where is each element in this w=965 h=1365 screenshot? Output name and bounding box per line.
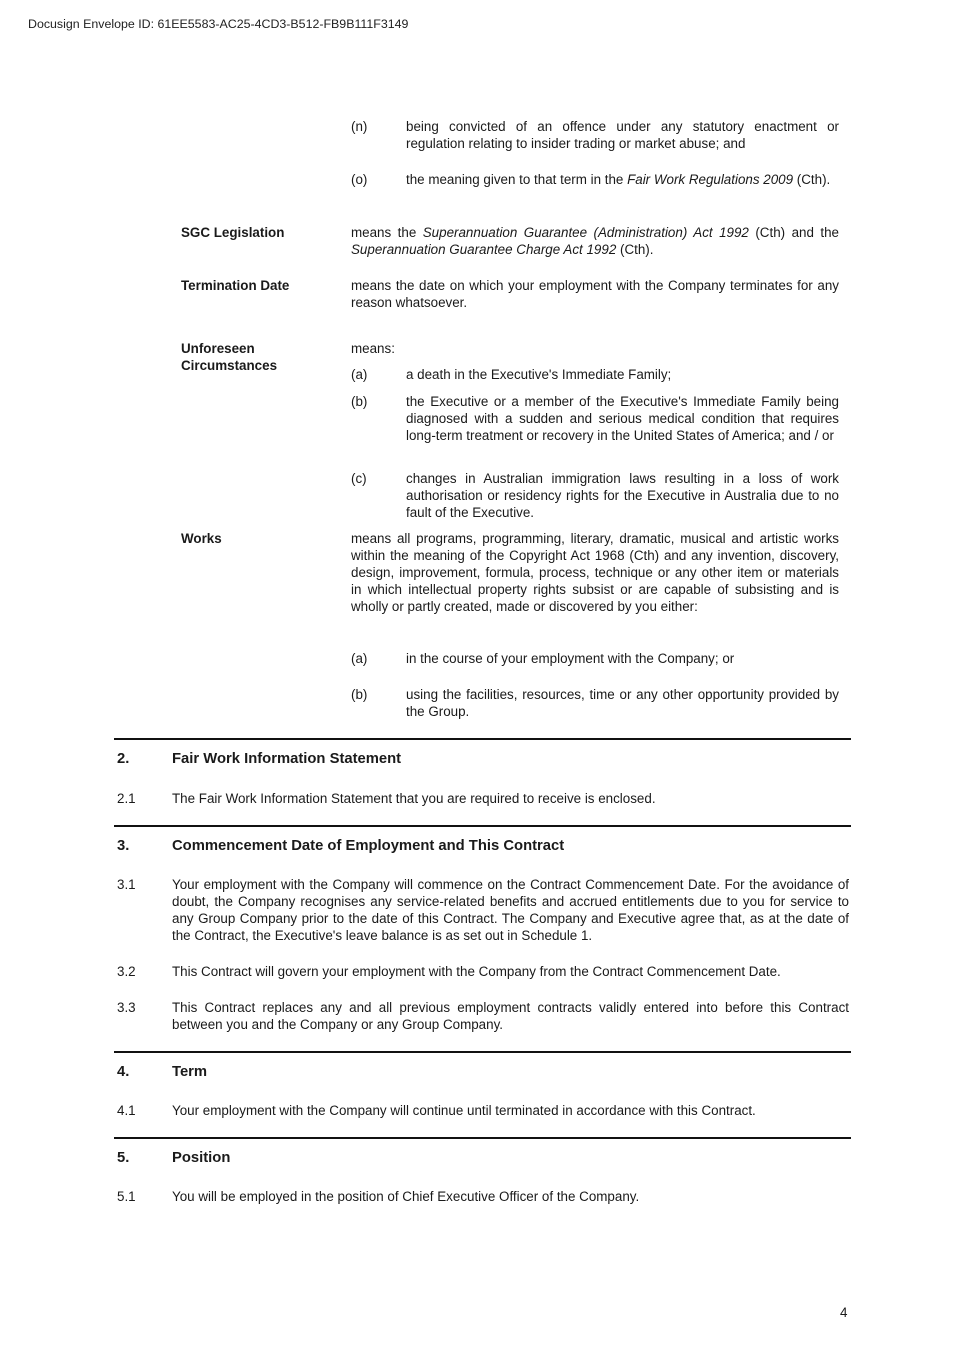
list-item-text: the Executive or a member of the Executive's Immediate Family being diagnosed with a sudden and serious medical condition that requires long-term treatment or recovery in the United States of America; and / or xyxy=(406,394,839,443)
list-item-label: (o) xyxy=(351,172,368,187)
section-title: Commencement Date of Employment and This Contract xyxy=(172,838,565,854)
section-number: 4. xyxy=(117,1064,130,1080)
list-item-label: (n) xyxy=(351,119,368,134)
definition-term: SGC Legislation xyxy=(181,225,285,240)
italic-act-name: Superannuation Guarantee (Administration) Act 1992 xyxy=(422,225,749,240)
section-divider xyxy=(114,825,851,827)
clause-number: 5.1 xyxy=(117,1189,136,1204)
section-title: Position xyxy=(172,1150,231,1166)
section-number: 5. xyxy=(117,1150,130,1166)
text-run: the meaning given to that term in the xyxy=(406,172,628,187)
list-item-text: being convicted of an offence under any statutory enactment or regulation relating to insider trading or market abuse; and xyxy=(406,119,839,151)
section-divider xyxy=(114,1051,851,1053)
docusign-envelope-id: Docusign Envelope ID: 61EE5583-AC25-4CD3-B512-FB9B111F3149 xyxy=(28,17,409,31)
section-title: Term xyxy=(172,1064,208,1080)
term-line: Circumstances xyxy=(181,358,278,373)
definition-term: Works xyxy=(181,531,222,546)
list-item-label: (a) xyxy=(351,367,368,382)
list-item-text: a death in the Executive's Immediate Family; xyxy=(406,367,672,382)
section-divider xyxy=(114,738,851,740)
list-item-label: (a) xyxy=(351,651,368,666)
list-item-label: (c) xyxy=(351,471,367,486)
definition-text: means the date on which your employment with the Company terminates for any reason whatsoever. xyxy=(351,278,839,310)
clause-text: This Contract replaces any and all previous employment contracts validly entered into before this Contract between you and the Company or any Group Company. xyxy=(172,1000,849,1032)
clause-number: 2.1 xyxy=(117,791,136,806)
definition-intro: means: xyxy=(351,341,395,356)
text-run: (Cth). xyxy=(616,242,654,257)
text-run: means the xyxy=(351,225,423,240)
text-run: (Cth) and the xyxy=(748,225,839,240)
term-line: Unforeseen xyxy=(181,341,255,356)
definition-term: Termination Date xyxy=(181,278,290,293)
clause-text: This Contract will govern your employment with the Company from the Contract Commencement Date. xyxy=(172,964,781,979)
section-divider xyxy=(114,1137,851,1139)
section-number: 2. xyxy=(117,751,130,767)
italic-act-name: Superannuation Guarantee Charge Act 1992 xyxy=(351,242,617,257)
clause-text: You will be employed in the position of Chief Executive Officer of the Company. xyxy=(172,1189,640,1204)
list-item-text: in the course of your employment with the Company; or xyxy=(406,651,735,666)
list-item-label: (b) xyxy=(351,687,368,702)
text-run: (Cth). xyxy=(793,172,831,187)
list-item-text: using the facilities, resources, time or any other opportunity provided by the Group. xyxy=(406,687,839,719)
clause-text: The Fair Work Information Statement that you are required to receive is enclosed. xyxy=(172,791,656,806)
clause-text: Your employment with the Company will commence on the Contract Commencement Date. For the avoidance of doubt, the Company recognises any service-related benefits and accrued entitlements due to you for service to any Group Company prior to the date of this Contract. The Company and Executive agree that, as at the date of the Contract, the Executive's leave balance is as set out in Schedule 1. xyxy=(172,877,849,943)
clause-number: 3.3 xyxy=(117,1000,136,1015)
clause-number: 3.2 xyxy=(117,964,136,979)
clause-text: Your employment with the Company will continue until terminated in accordance with this Contract. xyxy=(172,1103,756,1118)
italic-act-name: Fair Work Regulations 2009 xyxy=(627,172,794,187)
definition-term xyxy=(181,340,277,374)
definition-text xyxy=(351,224,839,258)
section-number: 3. xyxy=(117,838,130,854)
clause-number: 3.1 xyxy=(117,877,136,892)
section-title: Fair Work Information Statement xyxy=(172,751,402,767)
list-item-text xyxy=(406,171,839,188)
list-item-label: (b) xyxy=(351,394,368,409)
page-number: 4 xyxy=(840,1305,848,1320)
list-item-text: changes in Australian immigration laws resulting in a loss of work authorisation or residency rights for the Executive in Australia due to no fault of the Executive. xyxy=(406,471,839,520)
clause-number: 4.1 xyxy=(117,1103,136,1118)
definition-text: means all programs, programming, literary, dramatic, musical and artistic works within the meaning of the Copyright Act 1968 (Cth) and any invention, discovery, design, improvement, formula, process, technique or any other item or materials in which intellectual property rights subsist or are capable of subsisting and is wholly or partly created, made or discovered by you either: xyxy=(351,531,839,614)
